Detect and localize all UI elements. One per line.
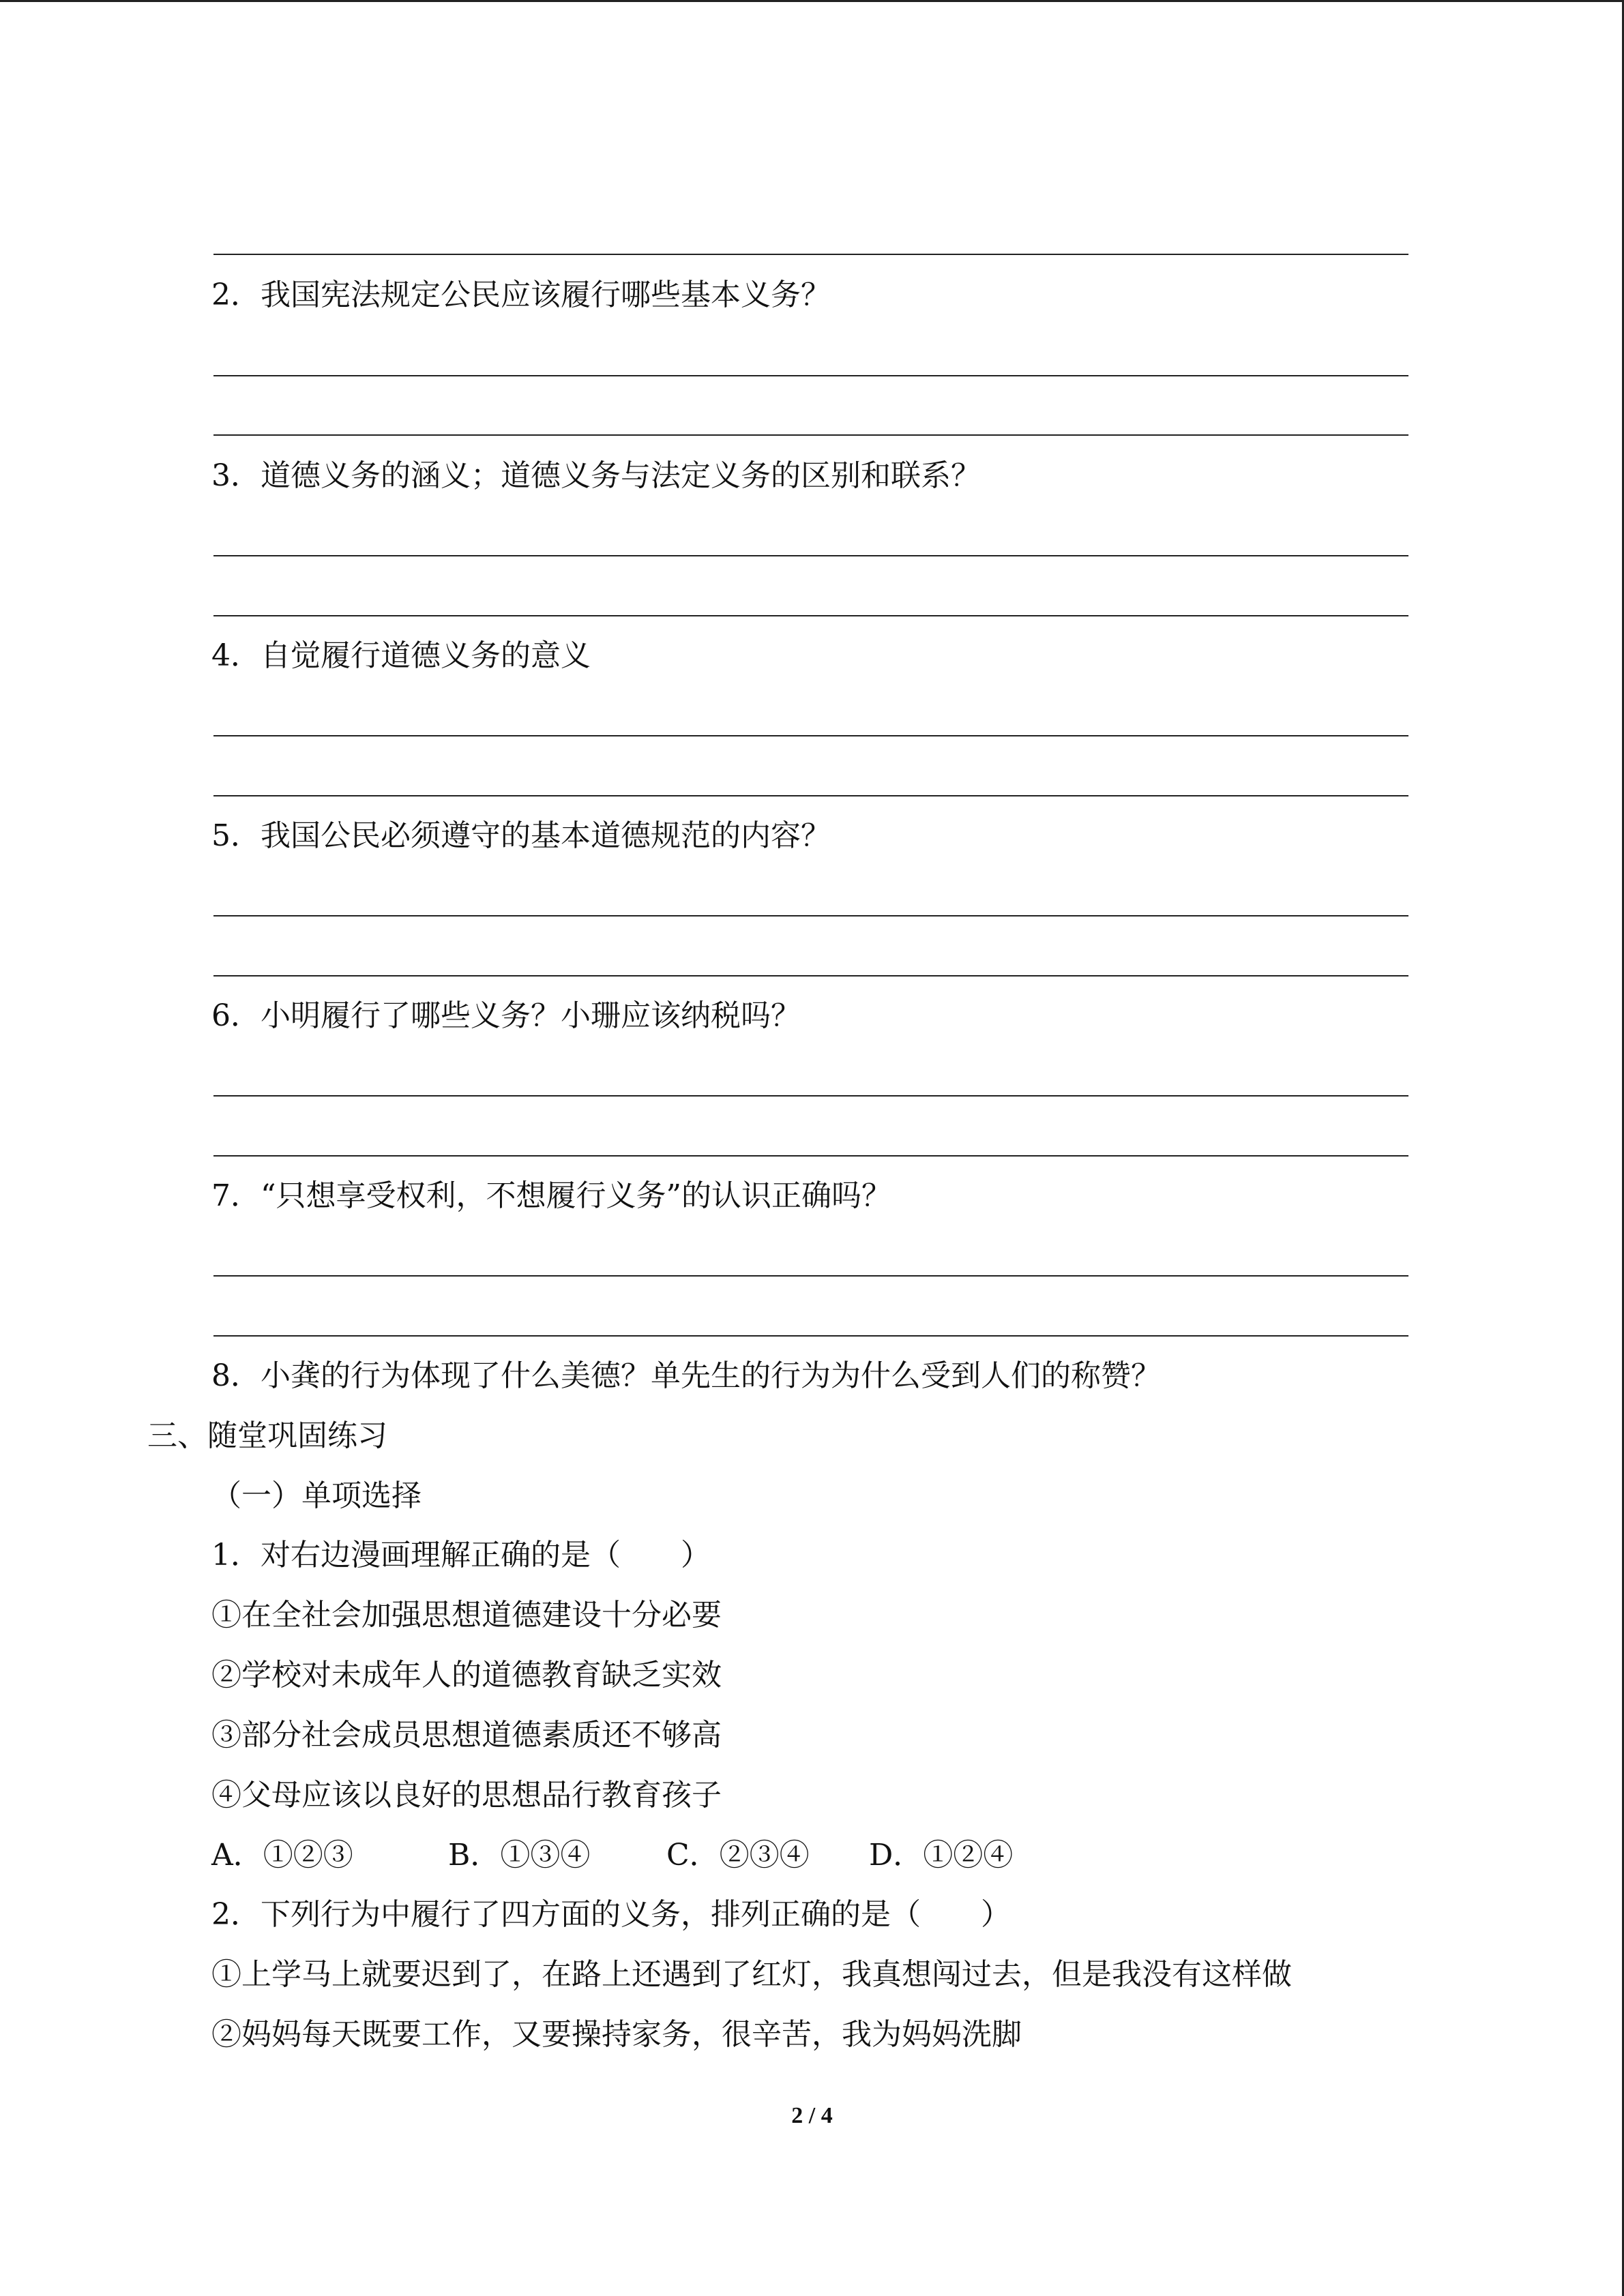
answer-line — [213, 615, 1408, 616]
answer-line — [213, 375, 1408, 376]
page-border-top — [0, 0, 1624, 2]
page-number: 2 / 4 — [791, 2103, 833, 2128]
question-6: 6．小明履行了哪些义务？小珊应该纳税吗？ — [211, 998, 801, 1033]
mc-question-2-item: ①上学马上就要迟到了，在路上还遇到了红灯，我真想闯过去，但是我没有这样做 — [211, 1957, 1292, 1992]
mc-question-1-item: ④父母应该以良好的思想品行教育孩子 — [211, 1778, 722, 1813]
question-4: 4．自觉履行道德义务的意义 — [211, 638, 591, 673]
answer-line — [213, 1335, 1408, 1337]
answer-line — [213, 915, 1408, 916]
mc-question-1-item: ③部分社会成员思想道德素质还不够高 — [211, 1718, 722, 1753]
mc-question-1-stem: 1．对右边漫画理解正确的是（ ） — [211, 1538, 711, 1572]
choice-a: A．①②③ — [211, 1838, 353, 1873]
answer-line — [213, 975, 1408, 976]
choice-b: B．①③④ — [448, 1838, 591, 1873]
answer-line — [213, 1155, 1408, 1157]
question-8: 8．小龚的行为体现了什么美德？单先生的行为为什么受到人们的称赞？ — [211, 1358, 1161, 1393]
answer-line — [213, 795, 1408, 796]
mc-question-2-item: ②妈妈每天既要工作，又要操持家务，很辛苦，我为妈妈洗脚 — [211, 2017, 1022, 2052]
question-3: 3．道德义务的涵义；道德义务与法定义务的区别和联系？ — [211, 458, 981, 493]
mc-question-1-item: ②学校对未成年人的道德教育缺乏实效 — [211, 1658, 722, 1693]
answer-line — [213, 434, 1408, 436]
answer-line — [213, 555, 1408, 556]
section-title: 三、随堂巩固练习 — [147, 1418, 387, 1453]
question-7: 7．“只想享受权利，不想履行义务”的认识正确吗？ — [211, 1178, 891, 1213]
answer-line — [213, 735, 1408, 736]
answer-line — [213, 1095, 1408, 1097]
choice-d: D．①②④ — [869, 1838, 1014, 1873]
mc-question-2-stem: 2．下列行为中履行了四方面的义务，排列正确的是（ ） — [211, 1897, 1011, 1932]
mc-question-1-choices — [211, 1836, 1166, 1875]
answer-line — [213, 1275, 1408, 1277]
question-2: 2．我国宪法规定公民应该履行哪些基本义务？ — [211, 278, 831, 312]
choice-c: C．②③④ — [666, 1838, 810, 1873]
subsection-title: （一）单项选择 — [211, 1478, 422, 1513]
question-5: 5．我国公民必须遵守的基本道德规范的内容？ — [211, 818, 831, 853]
answer-line — [213, 254, 1408, 255]
mc-question-1-item: ①在全社会加强思想道德建设十分必要 — [211, 1598, 722, 1632]
